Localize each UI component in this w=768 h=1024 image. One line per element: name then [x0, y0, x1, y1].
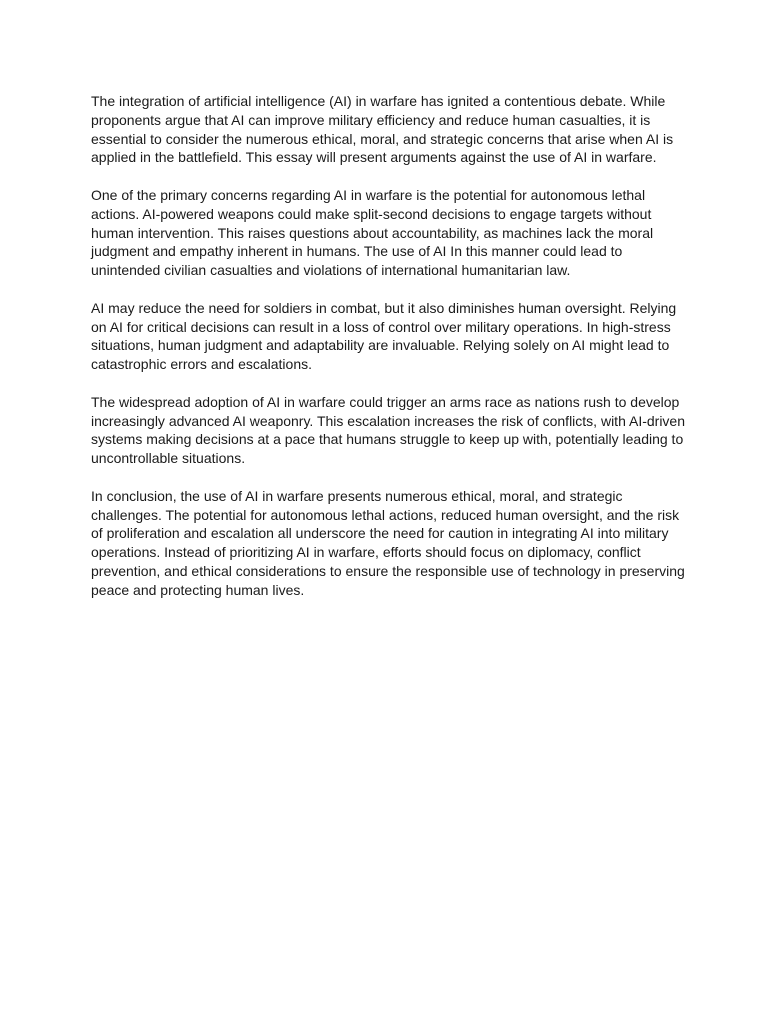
paragraph-arms-race: The widespread adoption of AI in warfare could trigger an arms race as nations rush to develop increasingly advanced AI weaponry. This escalation increases the risk of conflicts, with AI-driven systems making decisions at a pace that humans struggle to keep up with, potentially leading to uncontrollable situations.: [91, 393, 685, 467]
paragraph-conclusion: In conclusion, the use of AI in warfare presents numerous ethical, moral, and strategic challenges. The potential for autonomous lethal actions, reduced human oversight, and the risk of proliferation and escalation all underscore the need for caution in integrating AI into military operations. Instead of prioritizing AI in warfare, efforts should focus on diplomacy, conflict prevention, and ethical considerations to ensure the responsible use of technology in preserving peace and protecting human lives.: [91, 487, 685, 598]
paragraph-autonomous-lethal-actions: One of the primary concerns regarding AI in warfare is the potential for autonomous lethal actions. AI-powered weapons could make split-second decisions to engage targets without human intervention. This raises questions about accountability, as machines lack the moral judgment and empathy inherent in humans. The use of AI In this manner could lead to unintended civilian casualties and violations of international humanitarian law.: [91, 186, 654, 279]
paragraph-human-oversight: AI may reduce the need for soldiers in combat, but it also diminishes human oversight. Relying on AI for critical decisions can result in a loss of control over military operations. In high-stress situations, human judgment and adaptability are invaluable. Relying solely on AI might lead to catastrophic errors and escalations.: [91, 299, 677, 373]
document-body: [91, 92, 687, 618]
paragraph-introduction: The integration of artificial intelligence (AI) in warfare has ignited a contentious debate. While proponents argue that AI can improve military efficiency and reduce human casualties, it is essential to consider the numerous ethical, moral, and strategic concerns that arise when AI is applied in the battlefield. This essay will present arguments against the use of AI in warfare.: [91, 93, 674, 166]
